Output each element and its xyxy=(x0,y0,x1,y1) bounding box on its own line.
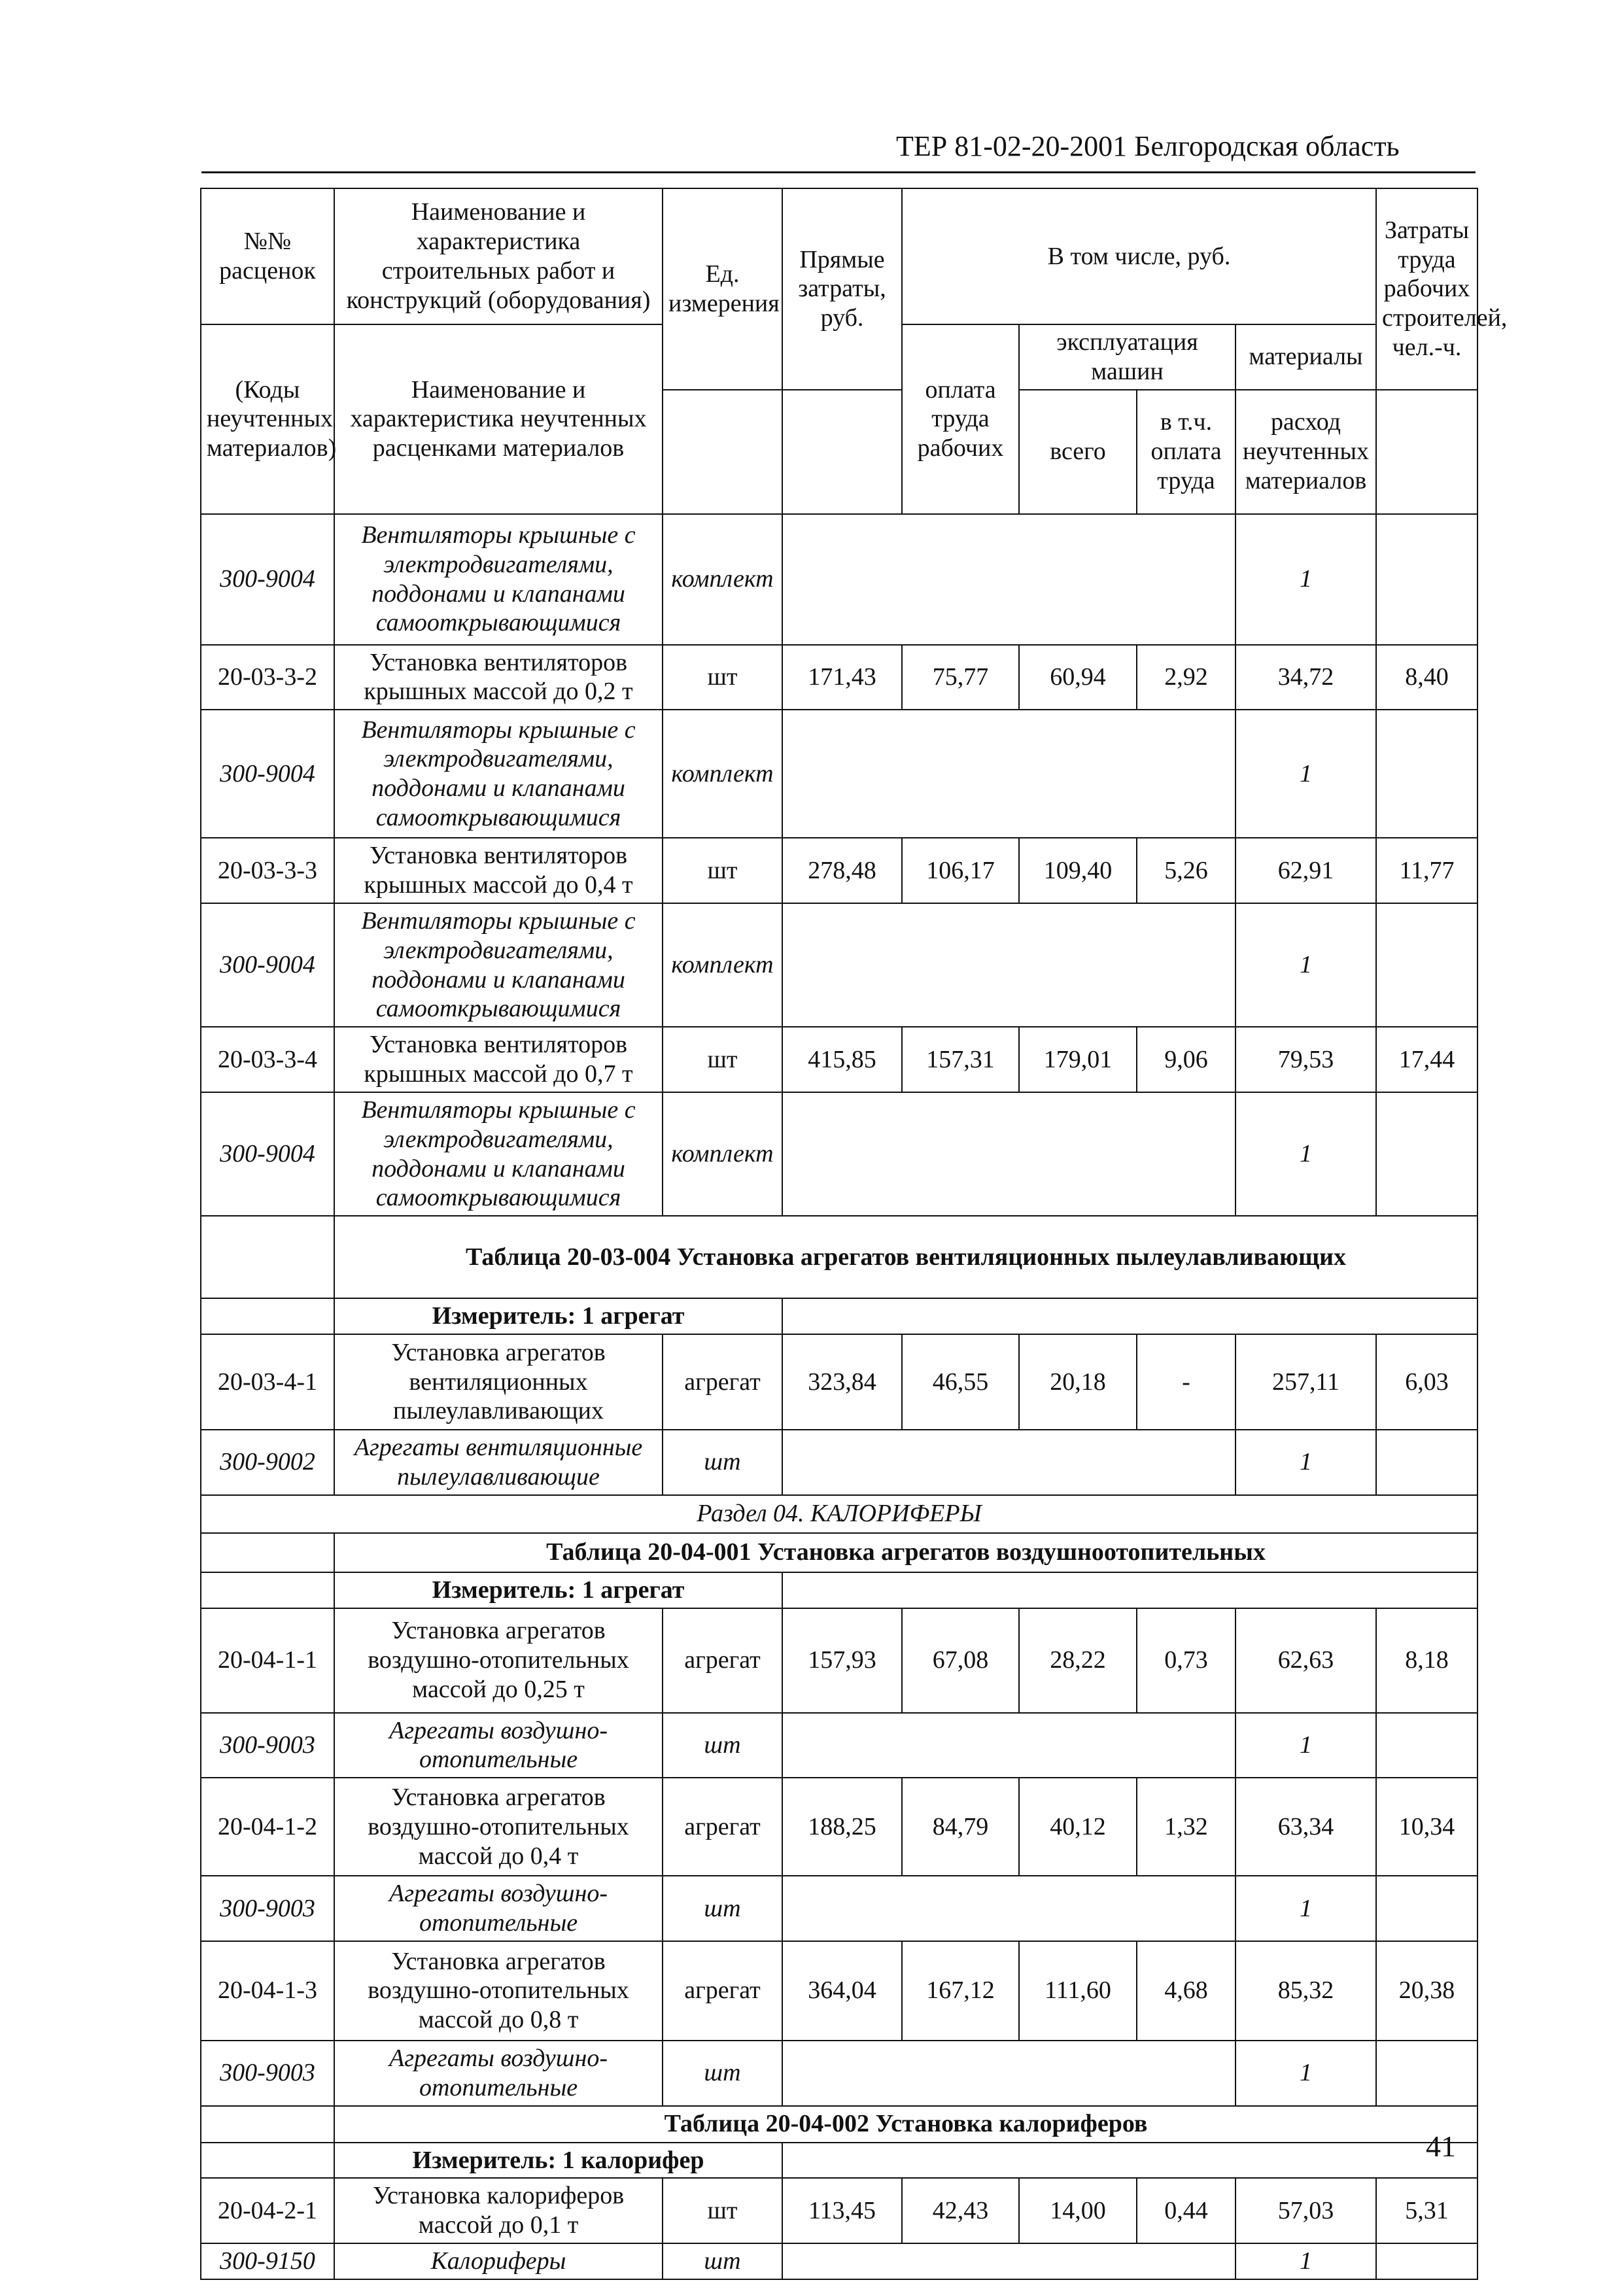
empty-cell xyxy=(201,1572,334,1608)
rate-materials: 57,03 xyxy=(1235,2178,1376,2243)
table-title-row xyxy=(201,1216,1477,1298)
rate-labor: 10,34 xyxy=(1376,1778,1477,1876)
rate-direct: 364,04 xyxy=(782,1941,902,2041)
rate-row xyxy=(201,1334,1477,1430)
material-code: 300-9004 xyxy=(201,710,334,838)
rate-direct: 157,93 xyxy=(782,1608,902,1713)
rate-row xyxy=(201,1778,1477,1876)
rate-name: Установка вентиляторов крышных массой до 0,2 т xyxy=(334,645,663,710)
rate-materials: 257,11 xyxy=(1235,1334,1376,1430)
material-row xyxy=(201,710,1477,838)
rate-name: Установка вентиляторов крышных массой до 0,4 т xyxy=(334,838,663,903)
empty-cell xyxy=(1376,1430,1477,1495)
material-unit: шт xyxy=(663,1713,782,1778)
rate-wage: 167,12 xyxy=(902,1941,1019,2041)
rate-wage: 67,08 xyxy=(902,1608,1019,1713)
rate-machines: 109,40 xyxy=(1019,838,1137,903)
rate-unit: шт xyxy=(663,645,782,710)
material-row xyxy=(201,903,1477,1027)
col-header-code-sub: (Коды неучтенных материалов) xyxy=(201,324,334,514)
rate-wage: 75,77 xyxy=(902,645,1019,710)
rate-wage: 157,31 xyxy=(902,1027,1019,1092)
rate-labor: 20,38 xyxy=(1376,1941,1477,2041)
empty-cell xyxy=(1376,710,1477,838)
page-number: 41 xyxy=(1426,2130,1456,2163)
rate-machines: 179,01 xyxy=(1019,1027,1137,1092)
material-code: 300-9004 xyxy=(201,1092,334,1216)
rate-row xyxy=(201,838,1477,903)
material-unit: шт xyxy=(663,2243,782,2279)
empty-cell xyxy=(782,1713,1235,1778)
rate-labor: 8,40 xyxy=(1376,645,1477,710)
material-code: 300-9004 xyxy=(201,903,334,1027)
rate-machines-wage: 1,32 xyxy=(1137,1778,1235,1876)
empty-cell xyxy=(1376,903,1477,1027)
material-name: Вентиляторы крышные с электродвигателями, поддонами и клапанами самооткрывающимися xyxy=(334,1092,663,1216)
rate-code: 20-04-1-2 xyxy=(201,1778,334,1876)
col-header-machines: эксплуатация машин xyxy=(1019,324,1235,390)
material-qty: 1 xyxy=(1235,1430,1376,1495)
rate-unit: шт xyxy=(663,838,782,903)
meter-label: Измеритель: 1 агрегат xyxy=(334,1572,782,1608)
material-name: Агрегаты вентиляционные пылеулавливающие xyxy=(334,1430,663,1495)
empty-cell xyxy=(782,1298,1477,1334)
col-header-direct: Прямые затраты, руб. xyxy=(782,188,902,390)
material-name: Агрегаты воздушно-отопительные xyxy=(334,2041,663,2106)
rate-machines: 60,94 xyxy=(1019,645,1137,710)
empty-cell xyxy=(782,1572,1477,1608)
material-code: 300-9002 xyxy=(201,1430,334,1495)
rate-direct: 188,25 xyxy=(782,1778,902,1876)
rate-machines-wage: 0,73 xyxy=(1137,1608,1235,1713)
material-row xyxy=(201,2243,1477,2279)
meter-row xyxy=(201,2143,1477,2179)
rate-machines-wage: 4,68 xyxy=(1137,1941,1235,2041)
rate-direct: 323,84 xyxy=(782,1334,902,1430)
rate-materials: 62,91 xyxy=(1235,838,1376,903)
empty-cell xyxy=(1376,1876,1477,1941)
rate-row xyxy=(201,1027,1477,1092)
rate-name: Установка калориферов массой до 0,1 т xyxy=(334,2178,663,2243)
empty-cell xyxy=(782,2041,1235,2106)
empty-cell xyxy=(782,2143,1477,2179)
meter-label: Измеритель: 1 агрегат xyxy=(334,1298,782,1334)
rate-materials: 63,34 xyxy=(1235,1778,1376,1876)
col-header-labor-empty xyxy=(1376,390,1477,514)
material-row xyxy=(201,2041,1477,2106)
rate-machines-wage: 5,26 xyxy=(1137,838,1235,903)
price-table xyxy=(200,188,1508,2280)
empty-cell xyxy=(1376,1713,1477,1778)
rate-code: 20-03-3-4 xyxy=(201,1027,334,1092)
rate-row xyxy=(201,1608,1477,1713)
material-name: Агрегаты воздушно-отопительные xyxy=(334,1876,663,1941)
empty-cell xyxy=(1376,2041,1477,2106)
material-unit: комплект xyxy=(663,514,782,645)
rate-labor: 6,03 xyxy=(1376,1334,1477,1430)
rate-machines: 14,00 xyxy=(1019,2178,1137,2243)
material-name: Агрегаты воздушно-отопительные xyxy=(334,1713,663,1778)
rate-unit: агрегат xyxy=(663,1941,782,2041)
empty-cell xyxy=(782,1430,1235,1495)
rate-wage: 84,79 xyxy=(902,1778,1019,1876)
table-title-row xyxy=(201,2106,1477,2143)
empty-cell xyxy=(1376,514,1477,645)
material-qty: 1 xyxy=(1235,1092,1376,1216)
rate-code: 20-03-3-2 xyxy=(201,645,334,710)
material-code: 300-9003 xyxy=(201,1713,334,1778)
rate-labor: 11,77 xyxy=(1376,838,1477,903)
meter-row xyxy=(201,1298,1477,1334)
material-unit: шт xyxy=(663,1430,782,1495)
section-row xyxy=(201,1495,1477,1533)
rate-name: Установка вентиляторов крышных массой до 0,7 т xyxy=(334,1027,663,1092)
material-code: 300-9003 xyxy=(201,1876,334,1941)
rate-wage: 106,17 xyxy=(902,838,1019,903)
rate-machines-wage: 0,44 xyxy=(1137,2178,1235,2243)
col-header-name-sub: Наименование и характеристика неучтенных расценками материалов xyxy=(334,324,663,514)
material-name: Вентиляторы крышные с электродвигателями, поддонами и клапанами самооткрывающимися xyxy=(334,903,663,1027)
rate-machines: 20,18 xyxy=(1019,1334,1137,1430)
material-qty: 1 xyxy=(1235,2243,1376,2279)
rate-code: 20-04-2-1 xyxy=(201,2178,334,2243)
table-title-row xyxy=(201,1533,1477,1572)
rate-materials: 85,32 xyxy=(1235,1941,1376,2041)
material-unit: шт xyxy=(663,2041,782,2106)
empty-cell xyxy=(782,710,1235,838)
col-header-labor: Затраты труда рабочих строителей, чел.-ч. xyxy=(1376,188,1477,390)
material-name: Вентиляторы крышные с электродвигателями, поддонами и клапанами самооткрывающимися xyxy=(334,514,663,645)
rate-materials: 34,72 xyxy=(1235,645,1376,710)
material-code: 300-9004 xyxy=(201,514,334,645)
material-qty: 1 xyxy=(1235,710,1376,838)
rate-direct: 113,45 xyxy=(782,2178,902,2243)
material-name: Калориферы xyxy=(334,2243,663,2279)
rate-unit: агрегат xyxy=(663,1608,782,1713)
rate-name: Установка агрегатов воздушно-отопительных массой до 0,4 т xyxy=(334,1778,663,1876)
material-unit: комплект xyxy=(663,710,782,838)
meter-row xyxy=(201,1572,1477,1608)
empty-cell xyxy=(782,1092,1235,1216)
empty-cell xyxy=(201,1533,334,1572)
rate-row xyxy=(201,645,1477,710)
material-qty: 1 xyxy=(1235,1876,1376,1941)
material-row xyxy=(201,1876,1477,1941)
table-title: Таблица 20-04-002 Установка калориферов xyxy=(334,2106,1477,2143)
rate-name: Установка агрегатов вентиляционных пылеулавливающих xyxy=(334,1334,663,1430)
rate-machines: 28,22 xyxy=(1019,1608,1137,1713)
rate-row xyxy=(201,1941,1477,2041)
rate-code: 20-03-3-3 xyxy=(201,838,334,903)
rate-machines-wage: 9,06 xyxy=(1137,1027,1235,1092)
col-header-incl: В том числе, руб. xyxy=(902,188,1376,324)
rate-name: Установка агрегатов воздушно-отопительных массой до 0,8 т xyxy=(334,1941,663,2041)
header-rule xyxy=(201,171,1476,173)
rate-materials: 79,53 xyxy=(1235,1027,1376,1092)
col-header-unit: Ед. измерения xyxy=(663,188,782,390)
empty-cell xyxy=(782,514,1235,645)
empty-cell xyxy=(782,1876,1235,1941)
col-header-materials: материалы xyxy=(1235,324,1376,390)
empty-cell xyxy=(782,903,1235,1027)
rate-labor: 5,31 xyxy=(1376,2178,1477,2243)
rate-labor: 17,44 xyxy=(1376,1027,1477,1092)
col-header-code: №№ расценок xyxy=(201,188,334,324)
meter-label: Измеритель: 1 калорифер xyxy=(334,2143,782,2179)
rate-unit: агрегат xyxy=(663,1334,782,1430)
rate-machines-wage: - xyxy=(1137,1334,1235,1430)
rate-materials: 62,63 xyxy=(1235,1608,1376,1713)
material-code: 300-9150 xyxy=(201,2243,334,2279)
col-header-total: всего xyxy=(1019,390,1137,514)
material-code: 300-9003 xyxy=(201,2041,334,2106)
rate-unit: шт xyxy=(663,2178,782,2243)
col-header-incl-wage: в т.ч. оплата труда xyxy=(1137,390,1235,514)
rate-row xyxy=(201,2178,1477,2243)
material-qty: 1 xyxy=(1235,903,1376,1027)
col-header-direct-empty xyxy=(782,390,902,514)
col-header-mat-sub: расход неучтенных материалов xyxy=(1235,390,1376,514)
rate-machines: 111,60 xyxy=(1019,1941,1137,2041)
col-header-unit-empty xyxy=(663,390,782,514)
material-unit: шт xyxy=(663,1876,782,1941)
rate-wage: 46,55 xyxy=(902,1334,1019,1430)
rate-direct: 415,85 xyxy=(782,1027,902,1092)
rate-unit: шт xyxy=(663,1027,782,1092)
material-qty: 1 xyxy=(1235,2041,1376,2106)
material-row xyxy=(201,1430,1477,1495)
rate-name: Установка агрегатов воздушно-отопительных массой до 0,25 т xyxy=(334,1608,663,1713)
rate-wage: 42,43 xyxy=(902,2178,1019,2243)
rate-direct: 278,48 xyxy=(782,838,902,903)
rate-code: 20-03-4-1 xyxy=(201,1334,334,1430)
rate-labor: 8,18 xyxy=(1376,1608,1477,1713)
material-row xyxy=(201,514,1477,645)
empty-cell xyxy=(201,2143,334,2179)
rate-code: 20-04-1-1 xyxy=(201,1608,334,1713)
empty-cell xyxy=(782,2243,1235,2279)
material-name: Вентиляторы крышные с электродвигателями, поддонами и клапанами самооткрывающимися xyxy=(334,710,663,838)
rate-machines-wage: 2,92 xyxy=(1137,645,1235,710)
rate-code: 20-04-1-3 xyxy=(201,1941,334,2041)
rate-unit: агрегат xyxy=(663,1778,782,1876)
material-unit: комплект xyxy=(663,903,782,1027)
col-header-wage: оплата труда рабочих xyxy=(902,324,1019,514)
empty-cell xyxy=(201,1216,334,1298)
section-title: Раздел 04. КАЛОРИФЕРЫ xyxy=(201,1495,1477,1533)
material-qty: 1 xyxy=(1235,514,1376,645)
rate-direct: 171,43 xyxy=(782,645,902,710)
col-header-name: Наименование и характеристика строительных работ и конструкций (оборудования) xyxy=(334,188,663,324)
material-row xyxy=(201,1713,1477,1778)
material-row xyxy=(201,1092,1477,1216)
table-title: Таблица 20-03-004 Установка агрегатов вентиляционных пылеулавливающих xyxy=(334,1216,1477,1298)
empty-cell xyxy=(201,2106,334,2143)
rate-machines: 40,12 xyxy=(1019,1778,1137,1876)
empty-cell xyxy=(201,1298,334,1334)
empty-cell xyxy=(1376,2243,1477,2279)
empty-cell xyxy=(1376,1092,1477,1216)
material-unit: комплект xyxy=(663,1092,782,1216)
table-title: Таблица 20-04-001 Установка агрегатов воздушноотопительных xyxy=(334,1533,1477,1572)
material-qty: 1 xyxy=(1235,1713,1376,1778)
document-header: ТЕР 81-02-20-2001 Белгородская область xyxy=(896,130,1400,162)
